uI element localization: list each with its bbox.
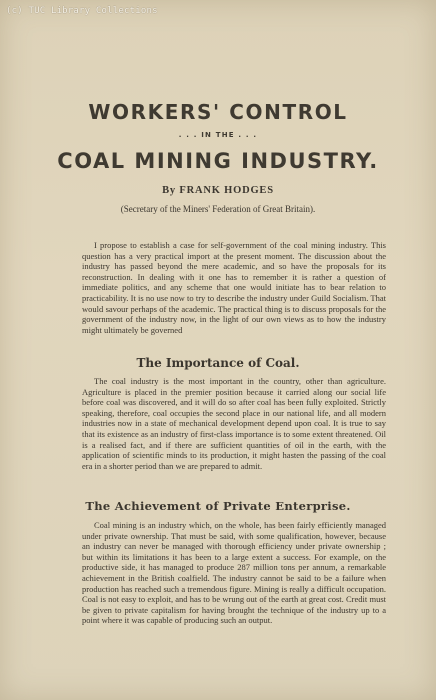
section-paragraph-achievement: Coal mining is an industry which, on the whole, has been fairly efficiently managed under private ownership. That must be said, with some qualification, however, because an industry can never be managed with thorough efficiency under private ownership ; but within its limitations it has been to a large extent a success. For example, on the productive side, it has managed to produce 287 million tons per annum, a remarkable achievement in the British coalfield. The industry cannot be said to be a failure when production has reached such a tremendous figure. Mining is really a difficult occupation. Coal is not easy to exploit, and has to be wrung out of the earth at great cost. Credit must be given to private capitalism for having brought the technique of the industry up to a point where it was capable of producing such an output. bbox=[82, 520, 386, 626]
section-heading-achievement: The Achievement of Private Enterprise. bbox=[85, 499, 351, 513]
title-workers-control: WORKERS' CONTROL bbox=[88, 100, 348, 124]
author-affiliation: (Secretary of the Miners' Federation of Great Britain). bbox=[120, 204, 316, 214]
section-heading-importance: The Importance of Coal. bbox=[136, 356, 300, 370]
intro-paragraph: I propose to establish a case for self-government of the coal mining industry. This question has a very practical import at the present moment. The discussion about the industry has passed beyond the mere academic, and so have the proposals for its reconstruction. In dealing with it one has to remember it is rather a question of immediate politics, and any scheme that one would initiate has to bear relation to practicability. It is no use now to try to describe the industry under Guild Socialism. That would savour perhaps of the academic. The practical thing is to discuss proposals for the government of the industry now, in the light of our own views as to how the industry might ultimately be governed bbox=[82, 240, 386, 335]
author-byline: By FRANK HODGES bbox=[162, 185, 274, 196]
watermark: (c) TUC Library Collections bbox=[6, 6, 158, 16]
title-coal-mining-industry: COAL MINING INDUSTRY. bbox=[57, 149, 379, 173]
section-paragraph-importance: The coal industry is the most important in the country, other than agriculture. Agriculture is placed in the premier position because it carried along our social life before coal was discovered, and it will do so after coal has been fully exploited. Strictly speaking, therefore, coal occupies the second place in our national life, and all modern industries now in a state of mechanical development depend upon coal. It is true to say that its existence as an industry of first-class importance is to some extent threatened. Oil is a realised fact, and if there are sufficient quantities of oil in the earth, with the application of scientific minds to its production, it might hasten the passing of the coal era in a shorter period than we are prepared to admit. bbox=[82, 376, 386, 471]
title-in-the: . . . IN THE . . . bbox=[178, 131, 258, 139]
